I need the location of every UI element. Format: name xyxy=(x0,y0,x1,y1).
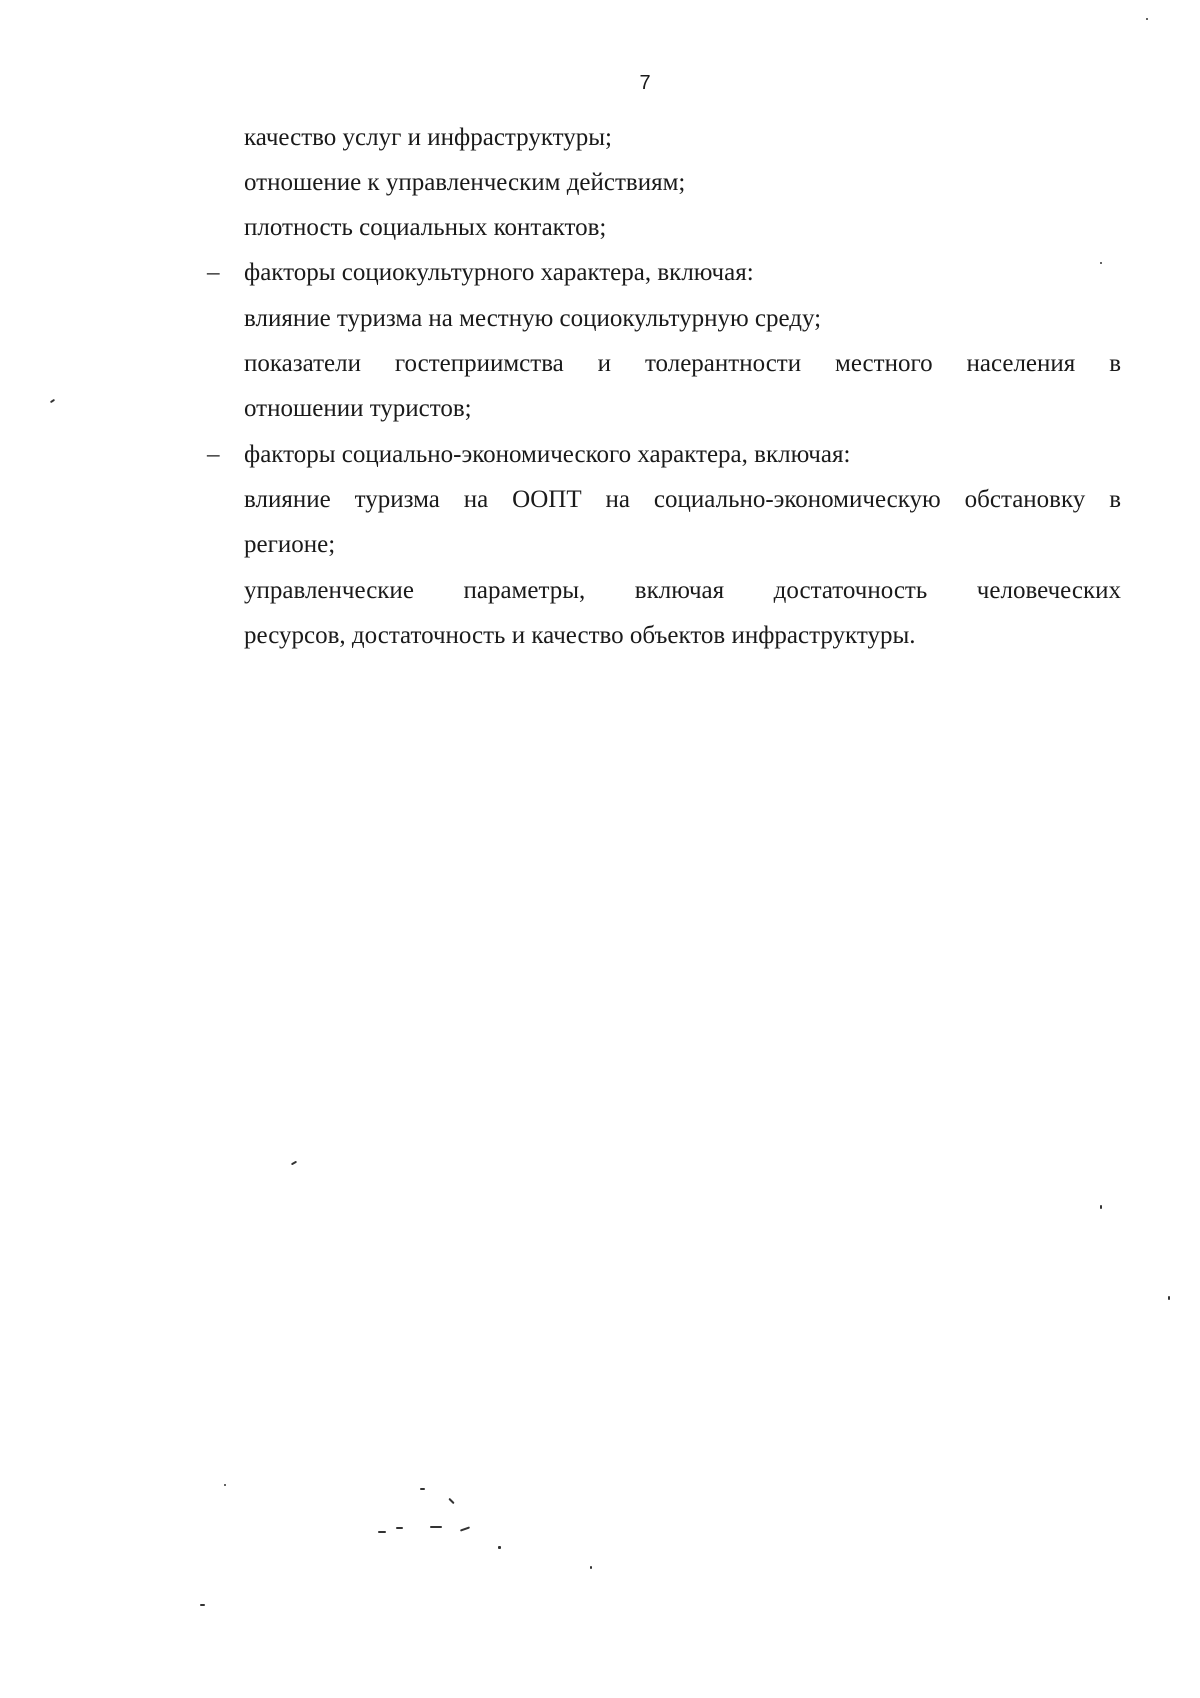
text-line: влияние туризма на местную социокультурную среду; xyxy=(244,305,822,332)
text-line: регионе; xyxy=(244,531,336,558)
scan-speck xyxy=(1168,1296,1170,1300)
scan-speck xyxy=(448,1498,454,1504)
text-line: отношении туристов; xyxy=(244,395,472,422)
scan-speck xyxy=(460,1526,470,1531)
scan-speck xyxy=(396,1527,403,1529)
text-line: влияние туризма на ООПТ на социально-экономическую обстановку в xyxy=(244,486,1121,513)
list-item-heading: факторы социокультурного характера, включая: xyxy=(244,259,754,286)
page-number: 7 xyxy=(639,72,651,94)
scan-speck xyxy=(378,1531,386,1533)
text-line: отношение к управленческим действиям; xyxy=(244,169,686,196)
scan-speck xyxy=(1146,18,1148,20)
scan-speck xyxy=(291,1161,297,1166)
text-line: показатели гостеприимства и толерантности местного населения в xyxy=(244,350,1121,377)
scan-speck xyxy=(420,1488,425,1490)
scan-speck xyxy=(498,1546,501,1549)
text-line: ресурсов, достаточность и качество объектов инфраструктуры. xyxy=(244,622,916,649)
scan-speck xyxy=(224,1484,226,1486)
list-item-heading: факторы социально-экономического характера, включая: xyxy=(244,441,851,468)
scan-speck xyxy=(1100,1205,1102,1209)
scan-speck xyxy=(590,1566,592,1569)
scan-speck xyxy=(200,1604,205,1606)
scan-speck xyxy=(1100,262,1102,264)
text-line: управленческие параметры, включая достаточность человеческих xyxy=(244,577,1121,604)
text-line: качество услуг и инфраструктуры; xyxy=(244,124,612,151)
text-line: плотность социальных контактов; xyxy=(244,214,607,241)
scan-speck xyxy=(430,1526,442,1528)
list-dash: – xyxy=(207,259,220,286)
list-dash: – xyxy=(207,441,220,468)
scan-speck xyxy=(50,399,55,404)
